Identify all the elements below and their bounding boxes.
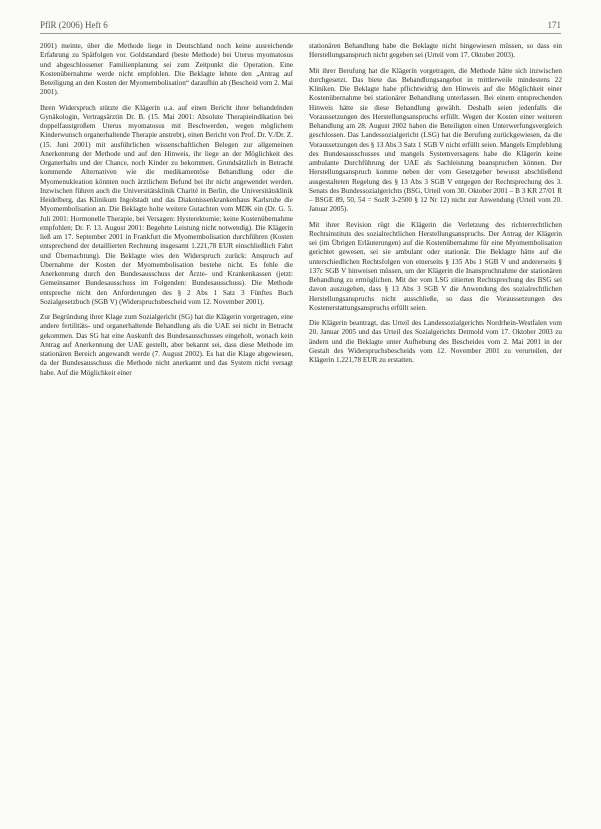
paragraph: Zur Begründung ihrer Klage zum Sozialgericht (SG) hat die Klägerin vorgetragen, eine andere fertilitäts- und organerhaltende Behandlung als die UAE sei nicht in Betracht gekommen. Das SG hat eine Auskunft des Bundesausschusses eingeholt, wonach kein Antrag auf Anerkennung der UAE gestellt, aber bekannt sei, dass diese Methode im stationären Bereich angewandt werde (7. August 2002). Es hat die Klage abgewiesen, da der Bundesausschuss die Methode nicht anerkannt und das System nicht versagt habe. Auf die Möglichkeit einer [40, 313, 293, 377]
running-header [40, 20, 561, 34]
header-rule [40, 33, 561, 34]
journal-citation: PflR (2006) Heft 6 [40, 20, 108, 30]
paragraph: 2001) meinte, über die Methode liege in Deutschland noch keine ausreichende Erfahrung zu Spätfolgen vor. Goldstandard (beste Methode) bei Uterus myomatosus und abgeschlossener Familienplanung sei zum Zeitpunkt die Operation. Eine Kostenübernahme werde nicht empfohlen. Die Beklagte lehnte den „Antrag auf Beteiligung an den Kosten der Myomembolisation“ daraufhin ab (Bescheid vom 2. Mai 2001). [40, 42, 293, 97]
paragraph: Ihren Widerspruch stützte die Klägerin u.a. auf einen Bericht ihrer behandelnden Gynäkologin, Vertragsärztin Dr. B. (15. Mai 2001: Absolute Therapieindikation bei doppelfaustgroßem Uterus myomatosus mit Beschwerden, wegen möglichem Kinderwunsch organerhaltende Therapie anstrebt), einen Bericht von Prof. Dr. V./Dr. Z. (15. Juni 2001) mit ausführlichen wissenschaftlichen Belegen zur allgemeinen Anerkennung der Methode und auf den Hinweis, ihr liege an der Möglichkeit des Organerhalts und der Chance, noch Kinder zu bekommen. Grundsätzlich in Betracht kommende Alternativen wie die medikamentöse Behandlung oder die Myomenukleation könnten noch ärztlichem Befund bei ihr nicht angewendet werden. Inzwischen führen auch die Universitätsklinik Charité in Berlin, die Universitätsklinik Heidelberg, das Klinikum Ingolstadt und das Diakonissenkrankenhaus Karlsruhe die Myomembolisation an. Die Beklagte holte weitere Gutachten vom MDK ein (Dr. G. 5. Juli 2001: Hormonelle Therapie, bei Versagen: Hysterektomie; keine Kostenübernahme empfohlen; Dr. F. 13. August 2001: Begehrte Leistung nicht notwendig). Die Klägerin ließ am 17. September 2001 in Frankfurt die Myomembolisation durchführen (Kosten entsprechend der detaillierten Rechnung insgesamt 1.221,78 EUR einschließlich Fahrt und Übernachtung). Die Beklagte wies den Widerspruch zurück: Anspruch auf Übernahme der Kosten der Myomembolisation bestehe nicht. Es fehle die Anerkennung durch den Bundesausschuss der Ärzte- und Krankenkassen (jetzt: Gemeinsamer Bundesausschuss im Folgenden: Bundesausschuss). Die Methode entspreche nicht den Anforderungen des § 2 Abs 1 Satz 3 Fünftes Buch Sozialgesetzbuch (SGB V) (Widerspruchsbescheid vom 12. November 2001). [40, 103, 293, 306]
paragraph: Die Klägerin beantragt, das Urteil des Landessozialgerichts Nordrhein-Westfalen vom 20. Januar 2005 und das Urteil des Sozialgerichts Detmold vom 17. Oktober 2003 zu ändern und die Beklagte unter Aufhebung des Bescheides vom 2. Mai 2001 in der Gestalt des Widerspruchsbescheids vom 12. November 2001 zu verurteilen, der Klägerin 1.221,78 EUR zu erstatten. [309, 319, 562, 364]
paragraph: stationären Behandlung habe die Beklagte nicht hingewiesen müssen, so dass ein Herstellungsanspruch nicht gegeben sei (Urteil vom 17. Oktober 2003). [309, 42, 562, 60]
left-column [40, 42, 293, 384]
paragraph: Mit ihrer Revision rügt die Klägerin die Verletzung des richterrechtlichen Rechtsinstituts des sozialrechtlichen Herstellungsanspruchs. Der Antrag der Klägerin sei (im Übrigen Erläuterungen) auf die Kostenübernahme für eine Myomembolisation gerichtet gewesen, sei sie ambulant oder stationär. Die Beklagte hätte auf die unterschiedlichen Rechtsfolgen von einerseits § 135 Abs 1 SGB V und andererseits § 137c SGB V hinweisen müssen, um der Klägerin die Inanspruchnahme der stationären Behandlung zu ermöglichen. Mit der vom LSG zitierten Rechtsprechung des BSG sei davon auszugehen, dass § 13 Abs 3 SGB V die Anwendung des sozialrechtlichen Herstellungsanspruchs nicht ausschließe, so dass die Voraussetzungen des Kostenerstattungsanspruchs erfüllt seien. [309, 220, 562, 312]
paragraph: Mit ihrer Berufung hat die Klägerin vorgetragen, die Methode hätte sich inzwischen durchgesetzt. Das biete das Behandlungsangebot in mittlerweile mindestens 22 Kliniken. Die Beklagte habe pflichtwidrig den Hinweis auf die Möglichkeit einer Kostenübernahme bei stationärer Behandlung unterlassen. Bei einem entsprechenden Hinweis hätte sie diese Behandlung gewählt. Deshalb seien jedenfalls die Voraussetzungen des Herstellungsanspruchs erfüllt. Wegen der Kosten einer weiteren Behandlung am 28. August 2002 haben die Beteiligten einen Unterwerfungsvergleich geschlossen. Das Landessozialgericht (LSG) hat die Berufung zurückgewiesen, da die Voraussetzungen des § 13 Abs 3 Satz 1 SGB V nicht erfüllt seien. Mangels Empfehlung des Bundesausschusses und mangels Systemversagens habe die Klägerin keine ambulante Durchführung der UAE als Sachleistung beanspruchen können. Der Herstellungsanspruch komme neben der vom Gesetzgeber bewusst abschließend ausgestalteten Regelung des § 13 Abs 3 SGB V entgegen der Rechtsprechung des 3. Senats des Bundessozialgerichts (BSG, Urteil vom 30. Oktober 2001 – B 3 KR 27/01 R – BSGE 89, 50, 54 = SozR 3-2500 § 12 Nr 12) nicht zur Anwendung (Urteil vom 20. Januar 2005). [309, 66, 562, 214]
right-column [309, 42, 562, 371]
page-number: 171 [547, 20, 561, 30]
